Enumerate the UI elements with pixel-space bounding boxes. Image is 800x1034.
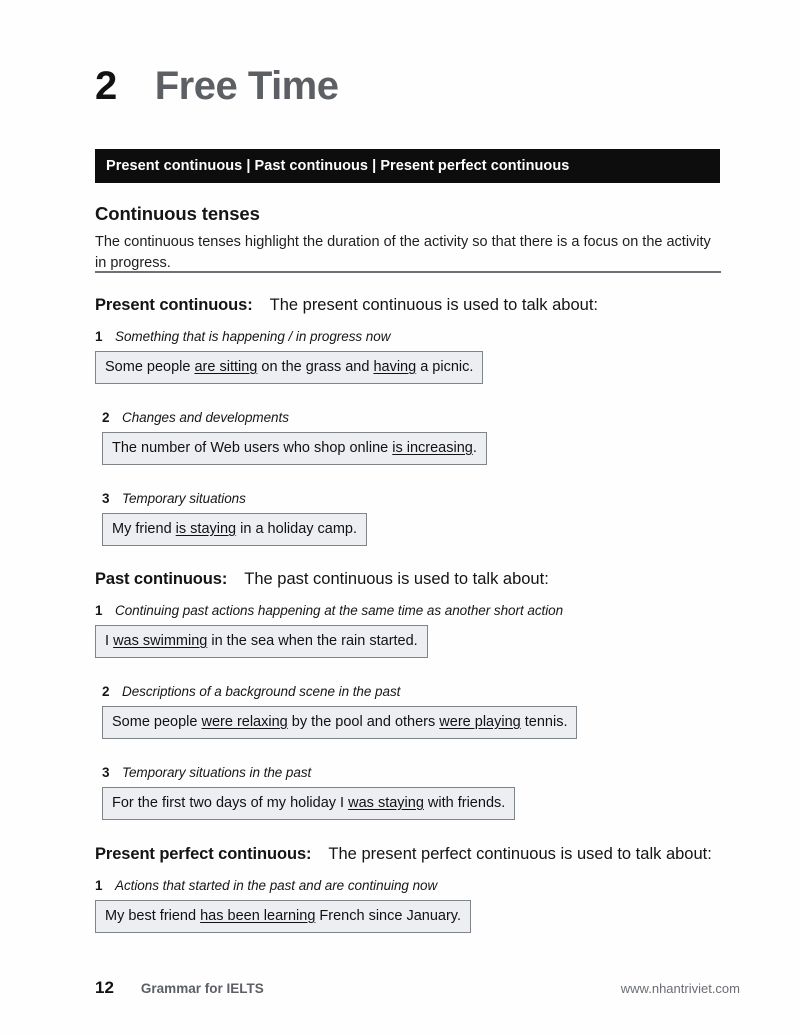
highlighted-verb-phrase: having xyxy=(373,359,417,375)
tense-group xyxy=(95,845,755,933)
sentence-text: Some people xyxy=(105,359,195,375)
example-sentence-box xyxy=(102,513,367,546)
tense-heading xyxy=(95,845,755,864)
use-description: Descriptions of a background scene in the past xyxy=(122,684,401,699)
use-description-line xyxy=(95,603,755,618)
chapter-heading xyxy=(95,64,339,109)
highlighted-verb-phrase: was staying xyxy=(348,795,424,811)
use-description: Changes and developments xyxy=(122,410,289,425)
intro-paragraph: The continuous tenses highlight the duration of the activity so that there is a focus on the activity in progress. xyxy=(95,234,711,271)
sentence-text: in the sea when the rain started. xyxy=(207,633,418,649)
chapter-title: Free Time xyxy=(154,64,339,108)
sentence-text: Some people xyxy=(112,714,202,730)
sentence-text: The number of Web users who shop online xyxy=(112,440,393,456)
tense-label: Present perfect continuous: xyxy=(95,845,312,863)
tense-label: Past continuous: xyxy=(95,570,228,588)
footer-page-number: 12 xyxy=(95,978,114,997)
sentence-text: by the pool and others xyxy=(287,714,440,730)
highlighted-verb-phrase: is staying xyxy=(175,521,237,537)
topic-banner-text: Present continuous | Past continuous | Present perfect continuous xyxy=(106,158,570,174)
use-item xyxy=(95,878,755,933)
use-item xyxy=(95,491,755,546)
example-sentence-box xyxy=(95,900,471,933)
use-item xyxy=(95,603,755,658)
use-description-line xyxy=(102,410,755,425)
use-number: 1 xyxy=(95,603,103,618)
use-description-line xyxy=(95,878,755,893)
tense-group xyxy=(95,296,755,546)
highlighted-verb-phrase: were relaxing xyxy=(201,714,288,730)
tense-heading xyxy=(95,570,755,589)
footer-book-title: Grammar for IELTS xyxy=(140,981,264,996)
tense-description: The present continuous is used to talk about: xyxy=(269,296,598,314)
sentence-text: in a holiday camp. xyxy=(236,521,358,537)
use-number: 3 xyxy=(102,765,110,780)
sentence-text: French since January. xyxy=(315,908,461,924)
footer-website: www.nhantriviet.com xyxy=(620,981,740,996)
sentence-text: tennis. xyxy=(520,714,568,730)
tense-heading xyxy=(95,296,755,315)
use-description-line xyxy=(102,491,755,506)
example-sentence-box xyxy=(102,432,487,465)
highlighted-verb-phrase: were playing xyxy=(439,714,521,730)
tense-label: Present continuous: xyxy=(95,296,253,314)
use-number: 1 xyxy=(95,329,103,344)
highlighted-verb-phrase: is increasing xyxy=(392,440,473,456)
sentence-text: a picnic. xyxy=(416,359,474,375)
chapter-number: 2 xyxy=(95,64,117,108)
sentence-text: I xyxy=(105,633,114,649)
example-sentence-box xyxy=(95,351,483,384)
example-sentence-box xyxy=(102,787,515,820)
tense-group xyxy=(95,570,755,820)
use-description-line xyxy=(102,684,755,699)
sentence-text: My friend xyxy=(112,521,176,537)
use-number: 3 xyxy=(102,491,110,506)
use-description: Temporary situations xyxy=(122,491,246,506)
use-item xyxy=(95,765,755,820)
section-heading: Continuous tenses xyxy=(95,203,260,224)
highlighted-verb-phrase: has been learning xyxy=(200,908,316,924)
use-description-line xyxy=(95,329,755,344)
use-description: Actions that started in the past and are continuing now xyxy=(115,878,438,893)
use-description: Continuing past actions happening at the same time as another short action xyxy=(115,603,564,618)
tense-description: The past continuous is used to talk about: xyxy=(244,570,549,588)
highlighted-verb-phrase: are sitting xyxy=(194,359,258,375)
use-item xyxy=(95,684,755,739)
use-description: Something that is happening / in progress now xyxy=(115,329,391,344)
use-number: 2 xyxy=(102,410,110,425)
tense-description: The present perfect continuous is used to talk about: xyxy=(328,845,712,863)
sentence-text: My best friend xyxy=(105,908,201,924)
use-item xyxy=(95,410,755,465)
highlighted-verb-phrase: was swimming xyxy=(113,633,208,649)
use-description: Temporary situations in the past xyxy=(122,765,312,780)
example-sentence-box xyxy=(95,625,428,658)
sentence-text: with friends. xyxy=(423,795,506,811)
example-sentence-box xyxy=(102,706,577,739)
horizontal-rule xyxy=(95,271,721,273)
topic-banner xyxy=(95,149,720,183)
use-number: 2 xyxy=(102,684,110,699)
use-item xyxy=(95,329,755,384)
use-number: 1 xyxy=(95,878,103,893)
sentence-text: . xyxy=(472,440,477,456)
sentence-text: For the first two days of my holiday I xyxy=(112,795,349,811)
page-footer xyxy=(95,978,740,998)
use-description-line xyxy=(102,765,755,780)
sentence-text: on the grass and xyxy=(257,359,374,375)
